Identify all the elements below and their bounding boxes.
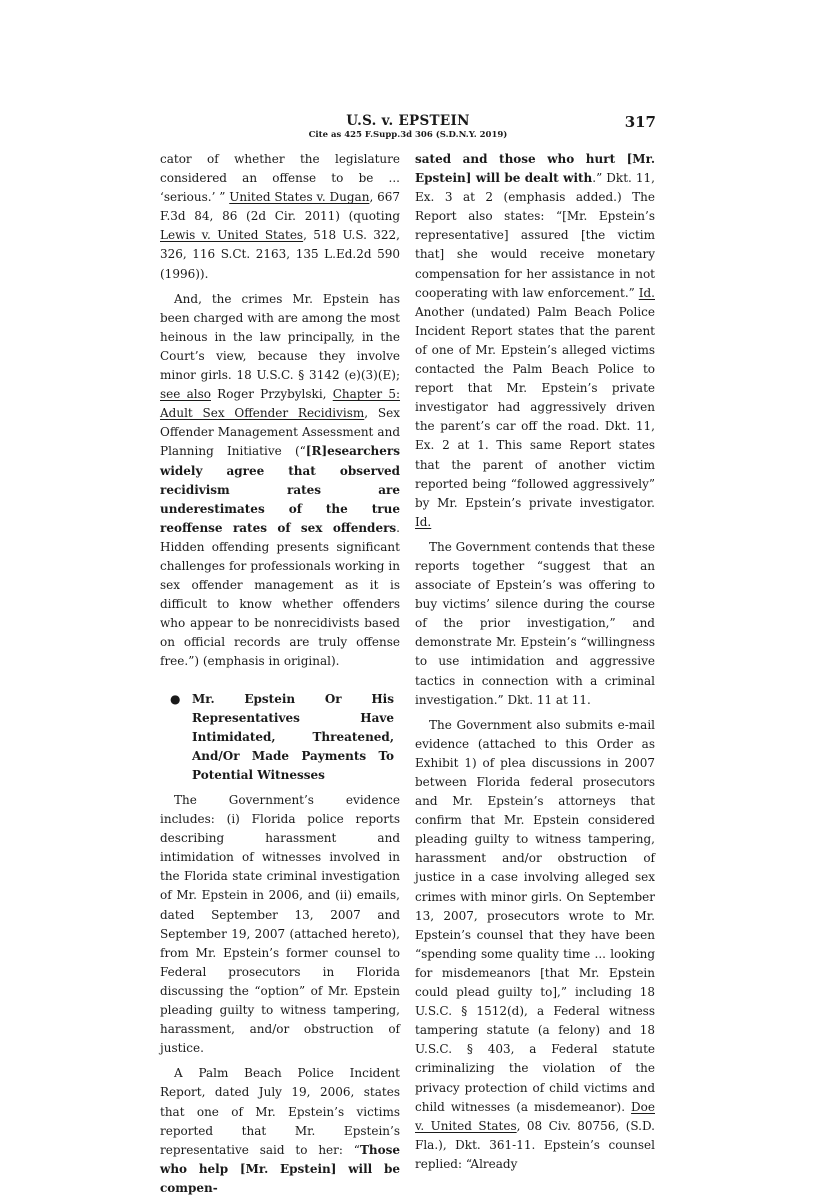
text-run: , 08 Civ. 80756, (S.D. Fla.), Dkt. 361-11. Epstein’s counsel replied: “Already [415,1118,655,1171]
text-run: , Sex Offender Management Assessment and Planning Initiative (“ [160,406,400,459]
case-title: U.S. v. EPSTEIN [346,113,470,129]
citation-reference: Id. [415,514,432,529]
paragraph: The Government contends that these reports together “suggest that an associate of Epstein’s was offering to buy victims’ silence during the course of the prior investigation,” and demonstrate Mr. Epstein’s “willingness to use intimidation and aggressive tactics in connection with a criminal investigation.” Dkt. 11 at 11. [415,539,655,707]
case-reference: United States v. Dugan [229,190,370,205]
case-citation: Cite as 425 F.Supp.3d 306 (S.D.N.Y. 2019) [308,130,508,140]
paragraph [160,290,400,672]
text-run: , 667 F.3d 84, 86 (2d Cir. 2011) (quoting [160,190,401,224]
page-number: 317 [624,113,656,131]
signal-reference: see also [160,387,211,402]
page-header [160,113,656,143]
left-column [160,150,400,1198]
text-run: And, the crimes Mr. Epstein has been charged with are among the most heinous in the law principally, in the Court’s view, because they involve minor girls. 18 U.S.C. § 3142 (e)(3)(E); [160,291,400,383]
text-run: Another (undated) Palm Beach Police Incident Report states that the parent of one of Mr. Epstein’s alleged victims contacted the Palm Beach Police to report that Mr. Epstein’s private investigator had aggressively driven the parent’s car off the road. Dkt. 11, Ex. 2 at 1. This same Report states that the parent of another victim reported being “followed aggressively” by Mr. Epstein’s private investigator. [415,304,655,510]
paragraph [160,150,400,284]
paragraph [415,716,655,1174]
emphasis-text: [R]esearchers widely agree that observed recidivism rates are underestimates of the true reoffense rates of sex offenders [160,444,400,535]
paragraph: The Government’s evidence includes: (i) Florida police reports describing harassment and intimidation of witnesses involved in the Florida state criminal investigation of Mr. Epstein in 2006, and (ii) emails, dated September 13, 2007 and September 19, 2007 (attached hereto), from Mr. Epstein’s former counsel to Federal prosecutors in Florida discussing the “option” of Mr. Epstein pleading guilty to witness tampering, harassment, and/or obstruction of justice. [160,793,400,1056]
text-run: .” Dkt. 11, Ex. 3 at 2 (emphasis added.) The Report also states: “[Mr. Epstein’s representative] assured [the victim that] she would receive monetary compensation for her assistance in not cooperating with law enforcement.” [415,171,655,300]
text-run: The Government also submits e-mail evidence (attached to this Order as Exhibit 1) of plea discussions in 2007 between Florida federal prosecutors and Mr. Epstein’s attorneys that confirm that Mr. Epstein considered pleading guilty to witness tampering, harassment and/or obstruction of justice in a case involving alleged sex crimes with minor girls. On September 13, 2007, prosecutors wrote to Mr. Epstein’s counsel that they have been “spending some quality time ... looking for misdemeanors [that Mr. Epstein could plead guilty to],” including 18 U.S.C. § 1512(d), a Federal witness tampering statute (a felony) and 18 U.S.C. § 403, a Federal statute criminalizing the violation of the privacy protection of child victims and child witnesses (a misdemeanor). [415,717,655,1114]
bullet-icon: ● [170,691,181,706]
publication-reference: Chapter 5: Adult Sex Offender Recidivism [160,387,401,421]
section-heading [160,690,400,785]
text-run: , 518 U.S. 322, 326, 116 S.Ct. 2163, 135 L.Ed.2d 590 (1996)). [160,228,400,281]
citation-reference: Id. [638,285,655,300]
paragraph [160,1064,400,1198]
text-run: . Hidden offending presents significant challenges for professionals working in sex offender management as it is difficult to know whether offenders who appear to be nonrecidivists based on official records are truly offense free.”) (emphasis in original). [160,520,400,669]
section-heading-text: Mr. Epstein Or His Representatives Have Intimidated, Threatened, And/Or Made Payments To Potential Witnesses [192,691,394,782]
case-reference: Lewis v. United States [160,228,304,243]
case-reference: Doe v. United States [415,1099,655,1133]
paragraph [415,150,655,532]
right-column [415,150,655,1174]
text-run: A Palm Beach Police Incident Report, dated July 19, 2006, states that one of Mr. Epstein’s victims reported that Mr. Epstein’s representative said to her: “ [160,1066,400,1157]
text-run: cator of whether the legislature considered an offense to be ... ‘serious.’ ” [160,152,400,205]
emphasis-text: Those who help [Mr. Epstein] will be compen- [160,1142,400,1195]
emphasis-text: sated and those who hurt [Mr. Epstein] will be dealt with [415,152,655,186]
text-run: Roger Przybylski, [210,387,333,402]
